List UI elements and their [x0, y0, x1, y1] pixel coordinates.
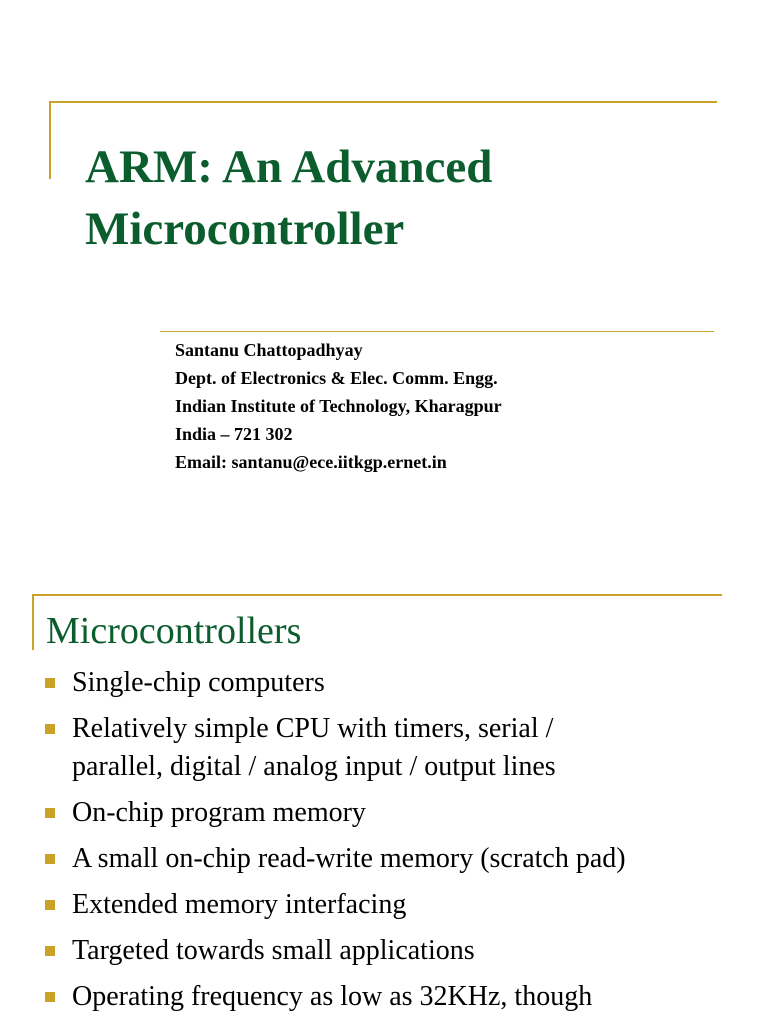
bullet-list [44, 664, 744, 1024]
square-bullet-icon [45, 724, 55, 734]
bullet-item [44, 794, 744, 832]
content-slide-top-rule [34, 594, 722, 596]
square-bullet-icon [45, 808, 55, 818]
bullet-item [44, 932, 744, 970]
content-slide-left-rule [32, 594, 34, 650]
slide-title-line-2: Microcontroller [85, 203, 405, 255]
square-bullet-icon [45, 992, 55, 1002]
author-block [175, 336, 502, 476]
bullet-text: Extended memory interfacing [72, 889, 407, 920]
author-email: Email: santanu@ece.iitkgp.ernet.in [175, 452, 447, 472]
author-block-rule [160, 331, 714, 332]
square-bullet-icon [45, 854, 55, 864]
bullet-item [44, 664, 744, 702]
square-bullet-icon [45, 946, 55, 956]
bullet-item [44, 978, 744, 1016]
bullet-item [44, 840, 744, 878]
bullet-text: On-chip program memory [72, 797, 366, 828]
author-location: India – 721 302 [175, 424, 293, 444]
square-bullet-icon [45, 900, 55, 910]
author-name: Santanu Chattopadhyay [175, 340, 363, 360]
bullet-item [44, 886, 744, 924]
bullet-text: Operating frequency as low as 32KHz, though [72, 981, 593, 1012]
bullet-text: Single-chip computers [72, 667, 325, 698]
bullet-text: A small on-chip read-write memory (scratch pad) [72, 843, 626, 874]
slide-title-line-1: ARM: An Advanced [85, 141, 493, 193]
bullet-text: Relatively simple CPU with timers, serial / parallel, digital / analog input / output lines [72, 713, 556, 782]
title-slide-top-rule [51, 101, 717, 103]
bullet-text: Targeted towards small applications [72, 935, 475, 966]
title-slide-left-rule [49, 101, 51, 179]
slide-title [85, 136, 492, 260]
author-institute: Indian Institute of Technology, Kharagpur [175, 396, 502, 416]
bullet-item [44, 710, 744, 786]
author-department: Dept. of Electronics & Elec. Comm. Engg. [175, 368, 498, 388]
content-slide-heading: Microcontrollers [46, 610, 302, 652]
square-bullet-icon [45, 678, 55, 688]
